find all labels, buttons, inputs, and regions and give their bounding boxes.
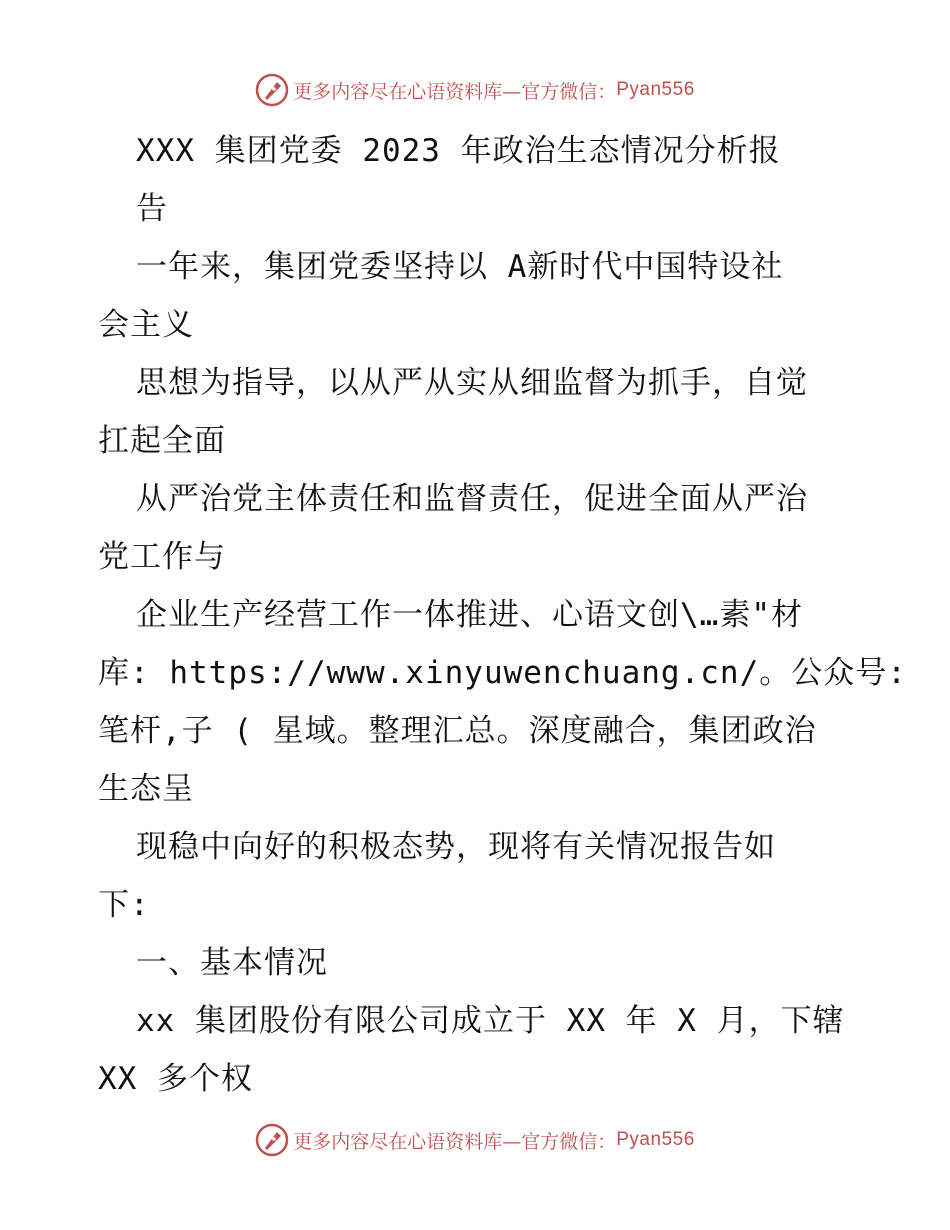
pen-nib-logo-icon: [255, 1123, 289, 1157]
paragraph-line: 党工作与: [98, 539, 226, 575]
paragraph-line: 扛起全面: [98, 423, 226, 459]
header-banner-text: 更多内容尽在心语资料库—官方微信：: [293, 80, 617, 103]
header-banner-contact: Pyan556: [616, 79, 695, 100]
paragraph-line: xx 集团股份有限公司成立于 XX 年 X 月，下辖: [136, 1003, 845, 1039]
paragraph-line: 生态呈: [98, 771, 194, 807]
paragraph-line: 一年来，集团党委坚持以 A新时代中国特设社: [136, 249, 784, 285]
footer-banner-contact: Pyan556: [616, 1129, 695, 1150]
paragraph-line: 现稳中向好的积极态势，现将有关情况报告如: [136, 829, 776, 865]
document-body: [98, 122, 907, 1108]
footer-banner: [0, 1120, 950, 1160]
pen-nib-logo-icon: [255, 73, 289, 107]
header-banner: [0, 70, 950, 110]
document-title-line-2: 告: [136, 191, 168, 227]
section-heading: 一、基本情况: [136, 945, 328, 981]
document-title-line-1: XXX 集团党委 2023 年政治生态情况分析报: [136, 133, 781, 169]
paragraph-line: 下:: [98, 887, 150, 923]
paragraph-line: 库: https://www.xinyuwenchuang.cn/。公众号:: [98, 655, 907, 691]
paragraph-line: 企业生产经营工作一体推进、心语文创\…素"材: [136, 597, 803, 633]
paragraph-line: XX 多个权: [98, 1061, 253, 1097]
paragraph-line: 笔杆,子 ( 星域。整理汇总。深度融合，集团政治: [98, 713, 817, 749]
paragraph-line: 会主义: [98, 307, 194, 343]
paragraph-line: 从严治党主体责任和监督责任，促进全面从严治: [136, 481, 808, 517]
footer-banner-text: 更多内容尽在心语资料库—官方微信：: [293, 1130, 617, 1153]
paragraph-line: 思想为指导，以从严从实从细监督为抓手，自觉: [136, 365, 808, 401]
